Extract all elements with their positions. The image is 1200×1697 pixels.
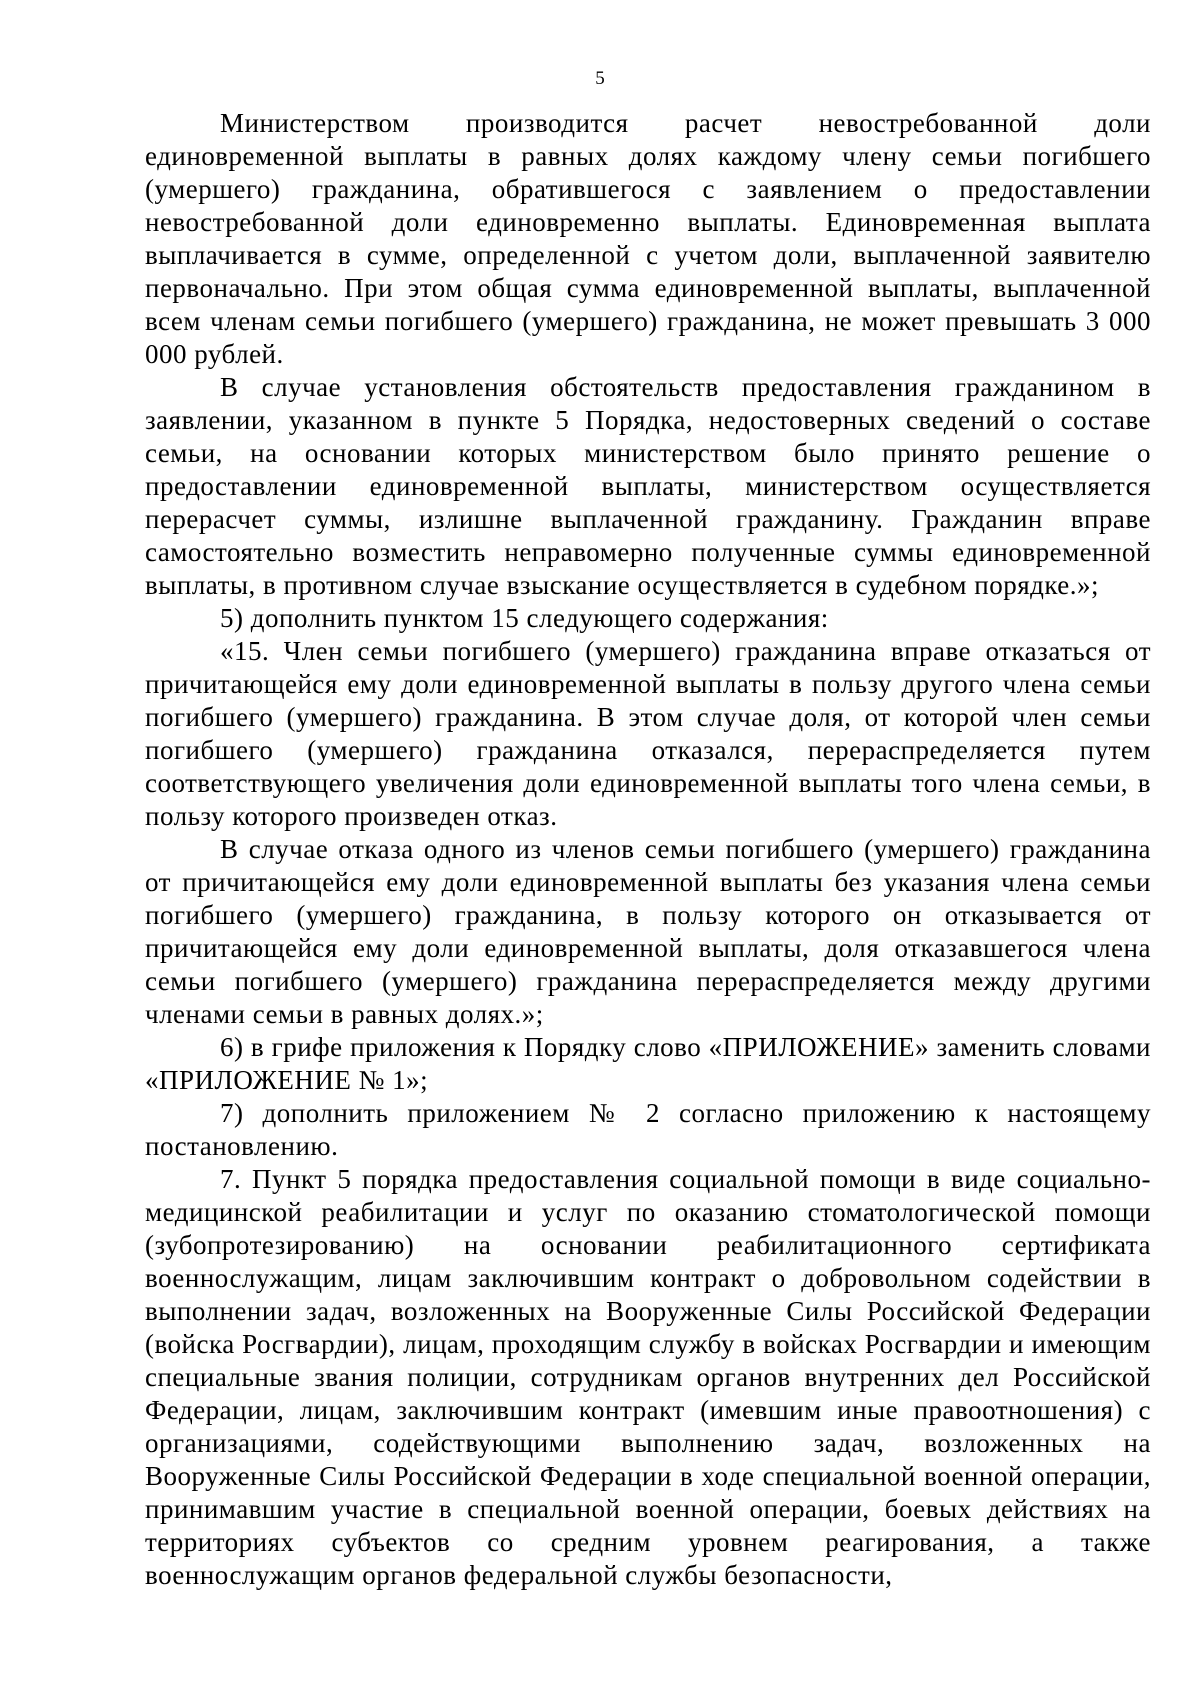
paragraph-amendment-7: 7) дополнить приложением № 2 согласно приложению к настоящему постановлению.	[145, 1098, 1151, 1161]
page-number: 5	[595, 68, 605, 89]
paragraph-amendment-6: 6) в грифе приложения к Порядку слово «ПРИЛОЖЕНИЕ» заменить словами «ПРИЛОЖЕНИЕ № 1»;	[145, 1032, 1151, 1095]
paragraph-false-information: В случае установления обстоятельств предоставления гражданином в заявлении, указанном в пункте 5 Порядка, недостоверных сведений о составе семьи, на основании которых министерством было принято решение о предоставлении единовременной выплаты, министерством осуществляется перерасчет суммы, излишне выплаченной гражданину. Гражданин вправе самостоятельно возместить неправомерно полученные суммы единовременной выплаты, в противном случае взыскание осуществляется в судебном порядке.»;	[145, 372, 1151, 600]
paragraph-refusal-redistribution: В случае отказа одного из членов семьи погибшего (умершего) гражданина от причитающейся ему доли единовременной выплаты без указания члена семьи погибшего (умершего) гражданина, в пользу которого он отказывается от причитающейся ему доли единовременной выплаты, доля отказавшегося члена семьи погибшего (умершего) гражданина перераспределяется между другими членами семьи в равных долях.»;	[145, 834, 1151, 1029]
document-body	[145, 107, 1151, 1592]
paragraph-recalculation: Министерством производится расчет невостребованной доли единовременной выплаты в равных долях каждому члену семьи погибшего (умершего) гражданина, обратившегося с заявлением о предоставлении невостребованной доли единовременно выплаты. Единовременная выплата выплачивается в сумме, определенной с учетом доли, выплаченной заявителю первоначально. При этом общая сумма единовременной выплаты, выплаченной всем членам семьи погибшего (умершего) гражданина, не может превышать 3 000 000 рублей.	[145, 108, 1151, 369]
paragraph-item-7: 7. Пункт 5 порядка предоставления социальной помощи в виде социально-медицинской реабилитации и услуг по оказанию стоматологической помощи (зубопротезированию) на основании реабилитационного сертификата военнослужащим, лицам заключившим контракт о добровольном содействии в выполнении задач, возложенных на Вооруженные Силы Российской Федерации (войска Росгвардии), лицам, проходящим службу в войсках Росгвардии и имеющим специальные звания полиции, сотрудникам органов внутренних дел Российской Федерации, лицам, заключившим контракт (имевшим иные правоотношения) с организациями, содействующими выполнению задач, возложенных на Вооруженные Силы Российской Федерации в ходе специальной военной операции, принимавшим участие в специальной военной операции, боевых действиях на территориях субъектов со средним уровнем реагирования, а также военнослужащим органов федеральной службы безопасности,	[145, 1164, 1151, 1590]
paragraph-clause-15: «15. Член семьи погибшего (умершего) гражданина вправе отказаться от причитающейся ему доли единовременной выплаты в пользу другого члена семьи погибшего (умершего) гражданина. В этом случае доля, от которой член семьи погибшего (умершего) гражданина отказался, перераспределяется путем соответствующего увеличения доли единовременной выплаты того члена семьи, в пользу которого произведен отказ.	[145, 636, 1151, 831]
paragraph-amendment-5: 5) дополнить пунктом 15 следующего содержания:	[220, 603, 829, 633]
